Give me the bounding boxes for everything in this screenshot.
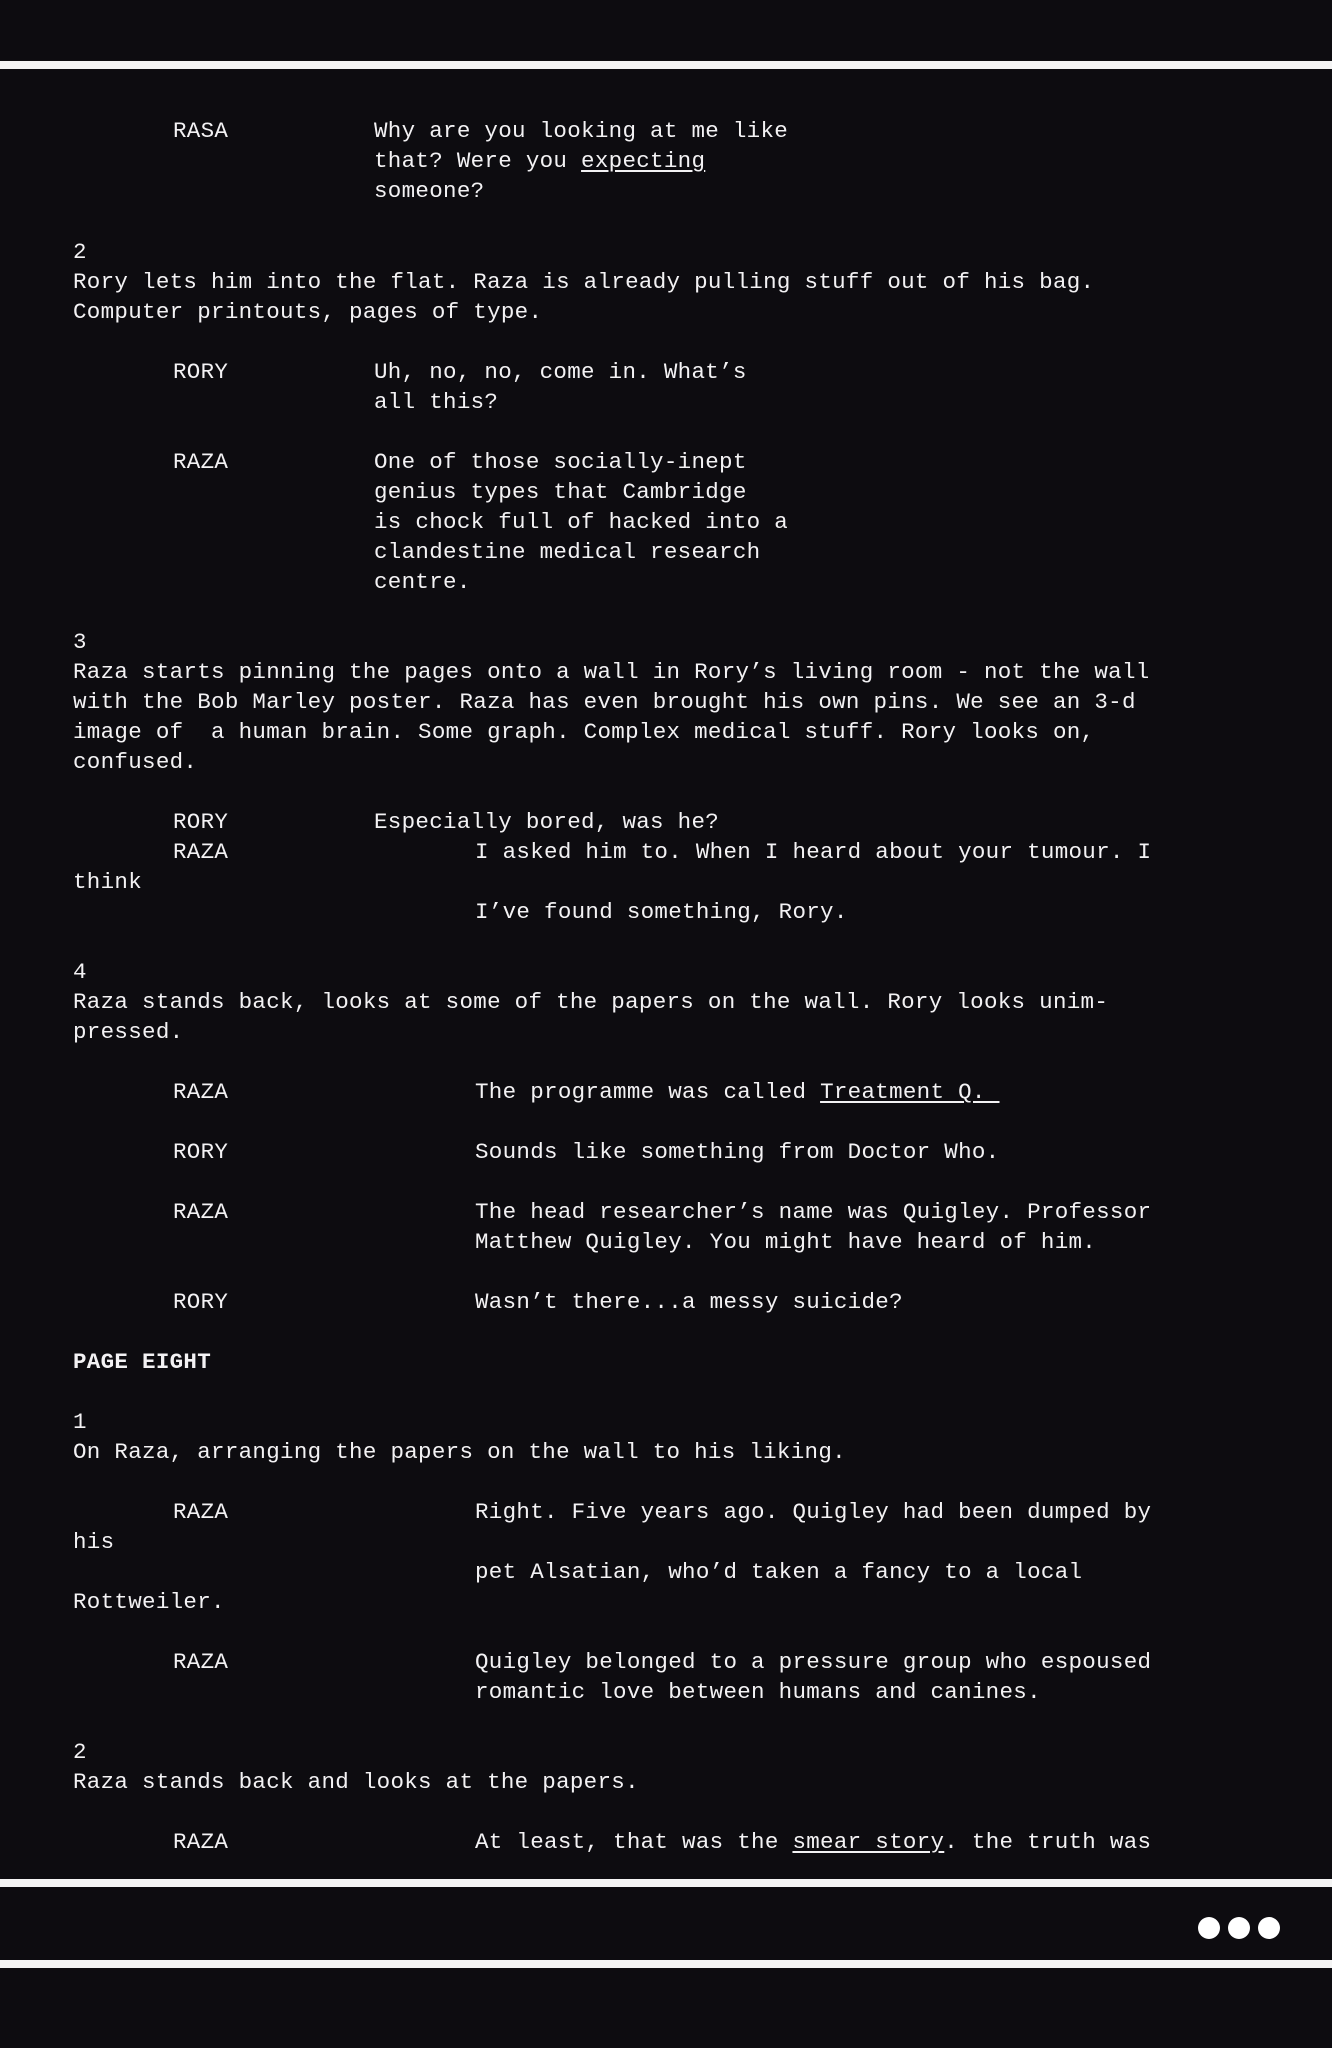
dialogue-line: Rottweiler.: [73, 1589, 225, 1615]
dialogue-line: someone?: [374, 178, 485, 204]
character-name: RORY: [173, 1289, 229, 1315]
dialogue-line: all this?: [374, 389, 499, 415]
character-name: RAZA: [173, 1649, 229, 1675]
page-heading: PAGE EIGHT: [73, 1349, 212, 1375]
character-name: RAZA: [173, 1829, 229, 1855]
top-divider: [0, 61, 1332, 69]
character-name: RAZA: [173, 1499, 229, 1525]
dialogue-line: Wasn’t there...a messy suicide?: [475, 1289, 903, 1315]
footer-divider: [0, 1960, 1332, 1968]
dialogue-line: At least, that was the smear story. the truth was: [475, 1829, 1152, 1855]
dialogue-line: Uh, no, no, come in. What’s: [374, 359, 747, 385]
underlined-phrase: smear story: [792, 1829, 945, 1855]
dialogue-line: pet Alsatian, who’d taken a fancy to a local: [475, 1559, 1083, 1585]
action-line: pressed.: [73, 1019, 184, 1045]
dialogue-line: clandestine medical research: [374, 539, 761, 565]
dialogue-line: Especially bored, was he?: [374, 809, 720, 835]
dialogue-line: I asked him to. When I heard about your tumour. I: [475, 839, 1152, 865]
dialogue-line: I’ve found something, Rory.: [475, 899, 848, 925]
dot: [1198, 1917, 1220, 1939]
bottom-divider: [0, 1879, 1332, 1887]
character-name: RAZA: [173, 839, 229, 865]
character-name: RAZA: [173, 449, 229, 475]
dot: [1228, 1917, 1250, 1939]
more-dots-icon[interactable]: [1198, 1917, 1280, 1939]
dialogue-line: is chock full of hacked into a: [374, 509, 789, 535]
dialogue-line: Quigley belonged to a pressure group who espoused: [475, 1649, 1152, 1675]
dialogue-line: Matthew Quigley. You might have heard of him.: [475, 1229, 1097, 1255]
action-line: Computer printouts, pages of type.: [73, 299, 543, 325]
character-name: RORY: [173, 1139, 229, 1165]
underlined-word: expecting: [581, 148, 706, 174]
panel-number: 3: [73, 629, 87, 655]
action-line: Raza starts pinning the pages onto a wall in Rory’s living room - not the wall: [73, 659, 1150, 685]
action-line: Raza stands back and looks at the papers.: [73, 1769, 639, 1795]
character-name: RORY: [173, 359, 229, 385]
action-line: On Raza, arranging the papers on the wall to his liking.: [73, 1439, 846, 1465]
dialogue-line: Why are you looking at me like: [374, 118, 789, 144]
panel-number: 2: [73, 1739, 87, 1765]
dialogue-line: Right. Five years ago. Quigley had been dumped by: [475, 1499, 1152, 1525]
action-line: confused.: [73, 749, 198, 775]
dialogue-line: that? Were you expecting: [374, 148, 706, 174]
dialogue-line: think: [73, 869, 143, 895]
underlined-title: Treatment Q.: [820, 1079, 1000, 1105]
dialogue-line: The head researcher’s name was Quigley. Professor: [475, 1199, 1152, 1225]
character-name: RAZA: [173, 1079, 229, 1105]
action-line: with the Bob Marley poster. Raza has even brought his own pins. We see an 3-d: [73, 689, 1136, 715]
dialogue-line: centre.: [374, 569, 471, 595]
action-line: Raza stands back, looks at some of the papers on the wall. Rory looks unim-: [73, 989, 1109, 1015]
action-line: image of a human brain. Some graph. Complex medical stuff. Rory looks on,: [73, 719, 1095, 745]
character-name: RAZA: [173, 1199, 229, 1225]
character-name: RASA: [173, 118, 229, 144]
dialogue-line: romantic love between humans and canines.: [475, 1679, 1041, 1705]
dot: [1258, 1917, 1280, 1939]
dialogue-line: One of those socially-inept: [374, 449, 747, 475]
dialogue-line: genius types that Cambridge: [374, 479, 747, 505]
panel-number: 1: [73, 1409, 87, 1435]
action-line: Rory lets him into the flat. Raza is already pulling stuff out of his bag.: [73, 269, 1095, 295]
dialogue-line: Sounds like something from Doctor Who.: [475, 1139, 1000, 1165]
character-name: RORY: [173, 809, 229, 835]
dialogue-line: The programme was called Treatment Q.: [475, 1079, 1000, 1105]
dialogue-line: his: [73, 1529, 115, 1555]
script-page: [0, 70, 1332, 1880]
panel-number: 4: [73, 959, 87, 985]
panel-number: 2: [73, 239, 87, 265]
